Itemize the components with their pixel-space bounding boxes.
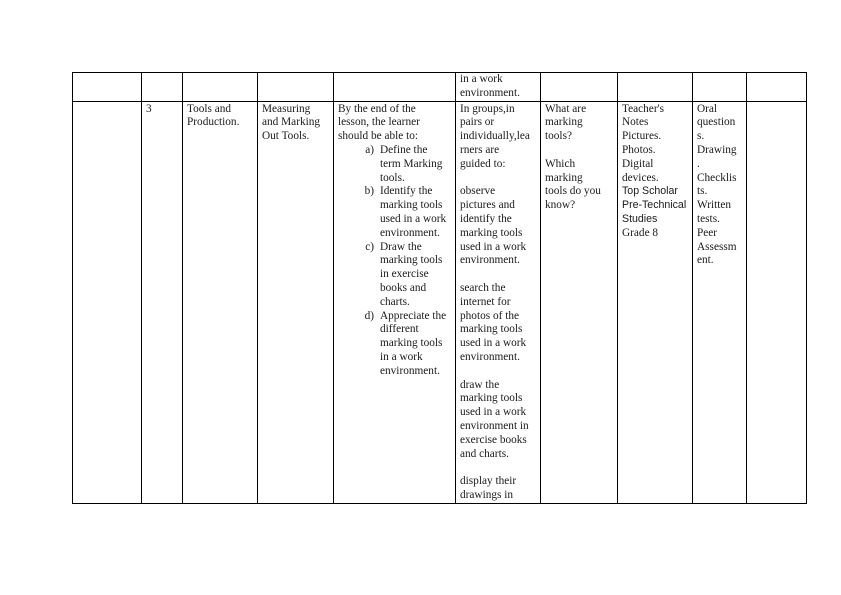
- text-line: Oral: [697, 102, 718, 115]
- text-line: should be able to:: [338, 130, 419, 143]
- list-marker: c): [365, 240, 374, 253]
- text-line: in a work: [460, 73, 503, 85]
- text-line: used in a work: [460, 337, 527, 350]
- outcome-item: [338, 144, 451, 185]
- text-line: environment.: [460, 254, 520, 267]
- list-marker: a): [365, 143, 374, 156]
- text-line: question: [697, 116, 736, 129]
- text-line: Photos.: [622, 143, 656, 156]
- text-line: Notes: [622, 116, 649, 129]
- text-line: rners are: [460, 143, 500, 156]
- text-line: What are: [545, 102, 587, 115]
- text-line: know?: [545, 199, 576, 212]
- text-line: By the end of the: [338, 102, 416, 115]
- text-line: drawings in: [460, 488, 514, 501]
- week-cell: [73, 73, 142, 102]
- text-line: In groups,in: [460, 102, 515, 115]
- inquiry-questions-cell: [541, 101, 618, 503]
- text-line: Appreciate the: [380, 309, 447, 322]
- text-line: s.: [697, 130, 705, 143]
- text-line: marking tools: [460, 323, 523, 336]
- text-line: charts.: [380, 295, 410, 308]
- remarks-cell: [747, 101, 807, 503]
- text-line: in a work: [380, 350, 423, 363]
- text-line: Teacher's: [622, 102, 665, 115]
- text-line: lesson, the learner: [338, 116, 420, 129]
- outcome-item: [338, 310, 451, 379]
- text-line: tools do you: [545, 185, 601, 198]
- text-line: search the: [460, 281, 506, 294]
- text-line: environment.: [460, 86, 520, 99]
- text-line: tests.: [697, 212, 720, 225]
- text-line: Tools and: [187, 102, 232, 115]
- text-line: Production.: [187, 116, 240, 129]
- lesson-number: 3: [146, 102, 152, 115]
- text-line: .: [697, 157, 700, 170]
- text-line: pictures and: [460, 199, 515, 212]
- week-cell: [73, 101, 142, 503]
- text-line: ts.: [697, 185, 708, 198]
- text-line: Define the: [380, 143, 428, 156]
- text-line: marking tools: [380, 199, 443, 212]
- text-line: pairs or: [460, 116, 495, 129]
- outcome-item: [338, 185, 451, 240]
- sub-strand-cell: [258, 73, 334, 102]
- text-line: guided to:: [460, 157, 506, 170]
- list-marker: b): [364, 185, 374, 198]
- text-line: term Marking: [380, 157, 443, 170]
- text-line: photos of the: [460, 309, 519, 322]
- continued-table-row: [73, 73, 807, 102]
- text-line: Pictures.: [622, 130, 662, 143]
- text-line: Studies: [622, 212, 658, 225]
- text-line: display their: [460, 475, 517, 488]
- text-line: Assessm: [697, 240, 737, 253]
- text-line: Measuring: [262, 102, 311, 115]
- list-marker: d): [364, 309, 374, 322]
- text-line: Checklis: [697, 171, 737, 184]
- text-line: used in a work: [460, 406, 527, 419]
- text-line: tools.: [380, 171, 405, 184]
- resources-cell: [618, 101, 693, 503]
- text-line: Out Tools.: [262, 130, 310, 143]
- lesson-number-cell: [142, 101, 183, 503]
- text-line: Written: [697, 199, 732, 212]
- text-line: internet for: [460, 295, 511, 308]
- learning-experiences-cell: [456, 101, 541, 503]
- inquiry-questions-cell: [541, 73, 618, 102]
- text-line: marking tools: [380, 254, 443, 267]
- text-line: used in a work: [380, 212, 447, 225]
- text-line: Drawing: [697, 143, 737, 156]
- text-line: Peer: [697, 226, 718, 239]
- text-line: different: [380, 323, 419, 336]
- text-line: and charts.: [460, 447, 509, 460]
- text-line: devices.: [622, 171, 659, 184]
- text-line: Which: [545, 157, 576, 170]
- text-line: environment.: [380, 226, 440, 239]
- text-line: marking: [545, 171, 583, 184]
- sub-strand-cell: [258, 101, 334, 503]
- text-line: environment in: [460, 419, 529, 432]
- text-line: ent.: [697, 254, 714, 267]
- outcomes-cell: [334, 73, 456, 102]
- strand-cell: [183, 101, 258, 503]
- text-line: environment.: [380, 364, 440, 377]
- strand-cell: [183, 73, 258, 102]
- lesson-cell: [142, 73, 183, 102]
- text-line: tools?: [545, 130, 572, 143]
- remarks-cell: [747, 73, 807, 102]
- resources-cell: [618, 73, 693, 102]
- text-line: identify the: [460, 212, 512, 225]
- text-line: Draw the: [380, 240, 422, 253]
- text-line: used in a work: [460, 240, 527, 253]
- text-line: Digital: [622, 157, 654, 170]
- text-line: Grade 8: [622, 226, 659, 239]
- text-line: Pre-Technical: [622, 199, 687, 212]
- text-line: observe: [460, 185, 496, 198]
- text-line: marking tools: [380, 337, 443, 350]
- table-row: [73, 101, 807, 503]
- text-line: Identify the: [380, 185, 433, 198]
- text-line: in exercise: [380, 268, 429, 281]
- text-line: Top Scholar: [622, 185, 678, 198]
- text-line: marking tools: [460, 226, 523, 239]
- text-line: exercise books: [460, 433, 527, 446]
- outcome-item: [338, 241, 451, 310]
- scheme-of-work-table: [72, 72, 807, 504]
- outcomes-list: [338, 144, 451, 379]
- text-line: marking tools: [460, 392, 523, 405]
- outcomes-cell: [334, 101, 456, 503]
- learning-experiences-cell: [456, 73, 541, 102]
- text-line: books and: [380, 281, 427, 294]
- text-line: marking: [545, 116, 583, 129]
- text-line: environment.: [460, 350, 520, 363]
- assessment-cell: [693, 73, 747, 102]
- text-line: draw the: [460, 378, 500, 391]
- text-line: individually,lea: [460, 130, 530, 143]
- assessment-cell: [693, 101, 747, 503]
- text-line: and Marking: [262, 116, 321, 129]
